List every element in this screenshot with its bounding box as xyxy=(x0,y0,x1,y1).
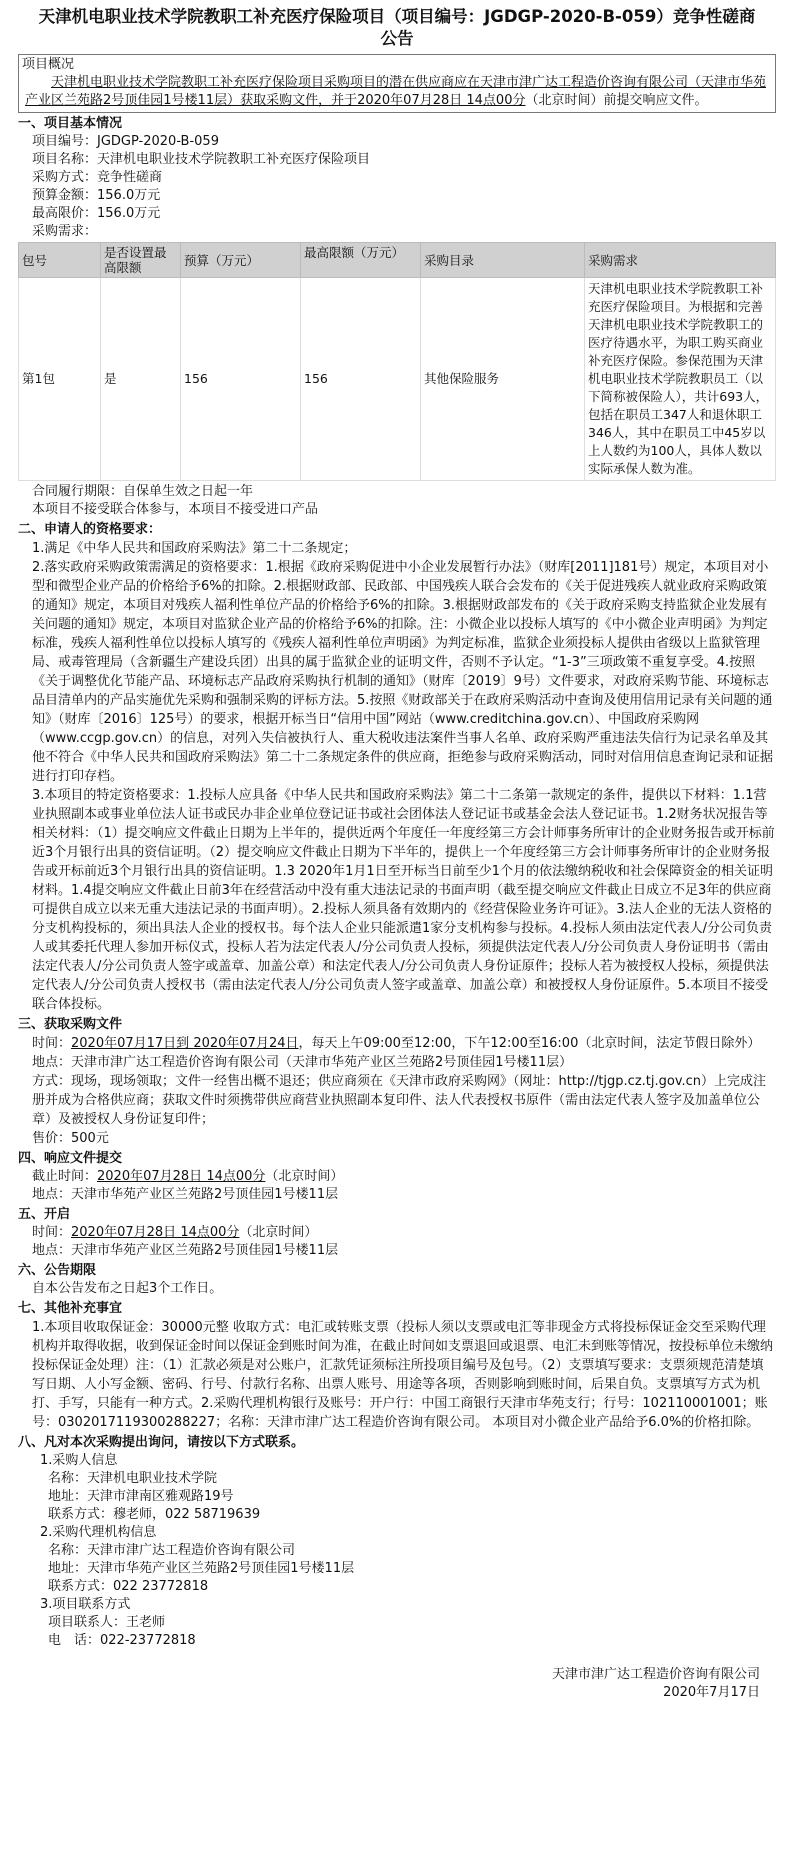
obtain-method: 方式：现场，现场领取；文件一经售出概不退还；供应商须在《天津市政府采购网》（网址：http://tjgp.cz.tj.gov.cn）上完成注册并成为合格供应商；获取文件时须携带供应商营业执照副本复印件、法人代表授权书原件（需由法定代表人签字及加盖单位公章）及被授权人身份证复印件； xyxy=(32,1074,767,1127)
contract-period: 合同履行期限：自保单生效之日起一年 xyxy=(32,484,254,499)
opening-time-rest: （北京时间） xyxy=(239,1225,318,1240)
opening-time-value: 2020年07月28日 14点00分 xyxy=(71,1225,240,1240)
purchaser-info-title: 1.采购人信息 xyxy=(40,1453,118,1468)
header-catalog: 采购目录 xyxy=(421,243,585,278)
cell-budget: 156 xyxy=(181,278,301,481)
project-overview-box xyxy=(18,54,776,113)
project-name: 项目名称：天津机电职业技术学院教职工补充医疗保险项目 xyxy=(32,152,371,167)
package-table xyxy=(18,242,776,481)
overview-body-1: 天津机电职业技术学院教职工补充医疗保险项目采购项目的潜在供应商应在天津市津广达工程造价咨询有限公司（天津市华苑产业区兰苑路2号顶佳园1号楼11层）获取采购文件，并于 xyxy=(25,75,767,108)
header-requirements: 采购需求 xyxy=(585,243,776,278)
obtain-price: 售价：500元 xyxy=(32,1131,109,1146)
max-price: 最高限价：156.0万元 xyxy=(32,206,161,221)
purchaser-contact: 联系方式：穆老师，022 58719639 xyxy=(48,1507,261,1522)
requirements-label: 采购需求： xyxy=(32,224,98,239)
notice-period: 自本公告发布之日起3个工作日。 xyxy=(32,1281,223,1296)
other-matters: 1.本项目收取保证金：30000元整 收取方式：电汇或转账支票（投标人须以支票或电汇等非现金方式将投标保证金交至采购代理机构并取得收据，收到保证金时间以保证金到账时间为准，在截止时间如支票退回或退票、电汇未到账等情况，按投标单位未缴纳投标保证金处理）注：（1）汇款必须是对公账户，汇款凭证须标注所投项目编号及包号。（2）支票填写要求：支票须规范清楚填写日期、人小写金额、密码、行号、付款行名称、出票人账号、用途等各项，否则影响到账时间，后果自负。支票填写方式为机打、手写，只能有一种方式。2.采购代理机构银行及账号：开户行：中国工商银行天津市华苑支行；行号：102110001001；账号：0302017119300288227；名称：天津市津广达工程造价咨询有限公司。 本项目对小微企业产品给予6.0%的价格扣除。 xyxy=(32,1320,774,1430)
submit-deadline-rest: （北京时间） xyxy=(265,1169,344,1184)
section-6-heading: 六、公告期限 xyxy=(18,1263,97,1278)
section-1-heading: 一、项目基本情况 xyxy=(18,116,123,131)
obtain-time-label: 时间： xyxy=(32,1036,72,1051)
agency-info-title: 2.采购代理机构信息 xyxy=(40,1525,157,1540)
procurement-method: 采购方式：竞争性磋商 xyxy=(32,170,163,185)
qualification-item-1: 1.满足《中华人民共和国政府采购法》第二十二条规定； xyxy=(32,541,357,556)
cell-requirements: 天津机电职业技术学院教职工补充医疗保险项目。为根据和完善天津机电职业技术学院教职工的医疗待遇水平，为职工购买商业补充医疗保险。参保范围为天津机电职业技术学院教职员工（以下简称被保险人），共计693人，包括在职员工347人和退休职工346人，其中在职员工中45岁以上人数约为100人，具体人数以实际承保人数为准。 xyxy=(585,278,776,481)
agency-contact: 联系方式：022 23772818 xyxy=(48,1579,209,1594)
obtain-time xyxy=(18,1034,776,1053)
submit-deadline-label: 截止时间： xyxy=(32,1169,98,1184)
header-has-max-limit: 是否设置最高限额 xyxy=(101,243,181,278)
table-row xyxy=(19,278,776,481)
table-header-row xyxy=(19,243,776,278)
overview-deadline: 2020年07月28日 14点00分 xyxy=(357,93,526,108)
opening-time xyxy=(18,1224,776,1242)
purchaser-address: 地址：天津市津南区雅观路19号 xyxy=(48,1489,234,1504)
submit-place: 地点：天津市华苑产业区兰苑路2号顶佳园1号楼11层 xyxy=(32,1187,339,1202)
qualification-item-2: 2.落实政府采购政策需满足的资格要求：1.根据《政府采购促进中小企业发展暂行办法》（财库[2011]181号）规定，本项目对小型和微型企业产品的价格给予6%的扣除。2.根据财政部、民政部、中国残疾人联合会发布的《关于促进残疾人就业政府采购政策的通知》规定，本项目对残疾人福利性单位产品的价格给予6%的扣除。3.根据财政部发布的《关于政府采购支持监狱企业发展有关问题的通知》规定，本项目对监狱企业产品的价格给予6%的扣除。注：小微企业以投标人填写的《中小微企业声明函》为判定标准，残疾人福利性单位以投标人填写的《残疾人福利性单位声明函》为判定标准，监狱企业须投标人提供由省级以上监狱管理局、戒毒管理局（含新疆生产建设兵团）出具的属于监狱企业的证明文件，否则不予认定。“1-3”三项政策不重复享受。4.按照《关于调整优化节能产品、环境标志产品政府采购执行机制的通知》（财库〔2019〕9号）文件要求，对政府采购节能、环境标志品目清单内的产品实施优先采购和强制采购的评标方法。5.按照《财政部关于在政府采购活动中查询及使用信用记录有关问题的通知》（财库〔2016〕125号）的要求，根据开标当日“信用中国”网站（www.creditchina.gov.cn）、中国政府采购网（www.ccgp.gov.cn）的信息，对列入失信被执行人、重大税收违法案件当事人名单、政府采购严重违法失信行为记录名单及其他不符合《中华人民共和国政府采购法》第二十二条规定条件的供应商，拒绝参与政府采购活动，同时对信用信息查询记录和证据进行打印存档。 xyxy=(32,560,774,784)
overview-body-2: （北京时间）前提交响应文件。 xyxy=(525,93,708,108)
signature-date: 2020年7月17日 xyxy=(663,1685,760,1700)
cell-catalog: 其他保险服务 xyxy=(421,278,585,481)
cell-package-no: 第1包 xyxy=(19,278,101,481)
header-budget: 预算（万元） xyxy=(181,243,301,278)
project-contact-title: 3.项目联系方式 xyxy=(40,1597,131,1612)
section-2-heading: 二、申请人的资格要求： xyxy=(18,522,162,537)
agency-address: 地址：天津市华苑产业区兰苑路2号顶佳园1号楼11层 xyxy=(48,1561,355,1576)
obtain-time-value: 2020年07月17日到 2020年07月24日 xyxy=(71,1036,299,1051)
overview-text xyxy=(25,74,769,110)
obtain-place: 地点：天津市津广达工程造价咨询有限公司（天津市华苑产业区兰苑路2号顶佳园1号楼11层） xyxy=(32,1055,573,1070)
header-package-no: 包号 xyxy=(19,243,101,278)
submit-deadline xyxy=(18,1168,776,1186)
purchaser-name: 名称：天津机电职业技术学院 xyxy=(48,1471,218,1486)
section-4-heading: 四、响应文件提交 xyxy=(18,1151,123,1166)
project-contact-phone: 电 话：022-23772818 xyxy=(48,1633,196,1648)
signature-org: 天津市津广达工程造价咨询有限公司 xyxy=(551,1667,760,1682)
page-title: 天津机电职业技术学院教职工补充医疗保险项目（项目编号：JGDGP-2020-B-059）竞争性磋商公告 xyxy=(38,7,756,48)
consortium-note: 本项目不接受联合体参与，本项目不接受进口产品 xyxy=(32,502,319,517)
project-contact-person: 项目联系人：王老师 xyxy=(48,1615,166,1630)
header-max-limit: 最高限额（万元） xyxy=(301,243,421,278)
submit-deadline-value: 2020年07月28日 14点00分 xyxy=(97,1169,266,1184)
opening-place: 地点：天津市华苑产业区兰苑路2号顶佳园1号楼11层 xyxy=(32,1243,339,1258)
section-8-heading: 八、凡对本次采购提出询问，请按以下方式联系。 xyxy=(18,1435,305,1450)
cell-has-max-limit: 是 xyxy=(101,278,181,481)
obtain-time-rest: ，每天上午09:00至12:00，下午12:00至16:00（北京时间，法定节假日除外） xyxy=(298,1036,761,1051)
qualification-item-3: 3.本项目的特定资格要求：1.投标人应具备《中华人民共和国政府采购法》第二十二条第一款规定的条件，提供以下材料：1.1营业执照副本或事业单位法人证书或民办非企业单位登记证书或社会团体法人登记证书或基金会法人登记证书。1.2财务状况报告等相关材料：（1）提交响应文件截止日期为上半年的，提供近两个年度任一年度经第三方会计师事务所审计的企业财务报告或开标前近3个月银行出具的资信证明。（2）提交响应文件截止日期为下半年的，提供上一个年度经第三方会计师事务所审计的企业财务报告或开标前近3个月银行出具的资信证明。1.3 2020年1月1日至开标当日前至少1个月的依法缴纳税收和社会保障资金的相关证明材料。1.4提交响应文件截止日前3年在经营活动中没有重大违法记录的书面声明（截至提交响应文件截止日成立不足3年的供应商可提供自成立以来无重大违法记录的书面声明）。2.投标人须具备有效期内的《经营保险业务许可证》。3.法人企业的无法人资格的分支机构投标的，须出具法人企业的授权书。每个法人企业只能派遣1家分支机构参与投标。4.投标人须由法定代表人/分公司负责人或其委托代理人参加开标仪式，投标人若为法定代表人/分公司负责人投标，须提供法定代表人/分公司负责人身份证明书（需由法定代表人/分公司负责人签字或盖章、加盖公章）和法定代表人/分公司负责人身份证原件；投标人若为被授权人投标，须提供法定代表人/分公司负责人授权书（需由法定代表人/分公司负责人签字或盖章、加盖公章）和被授权人身份证原件。5.本项目不接受联合体投标。 xyxy=(32,788,775,1012)
cell-max-limit: 156 xyxy=(301,278,421,481)
section-3-heading: 三、获取采购文件 xyxy=(18,1017,123,1032)
project-number: 项目编号：JGDGP-2020-B-059 xyxy=(32,134,219,149)
overview-heading: 项目概况 xyxy=(22,57,75,72)
section-5-heading: 五、开启 xyxy=(18,1207,71,1222)
agency-name: 名称：天津市津广达工程造价咨询有限公司 xyxy=(48,1543,296,1558)
budget-amount: 预算金额：156.0万元 xyxy=(32,188,161,203)
opening-time-label: 时间： xyxy=(32,1225,72,1240)
section-7-heading: 七、其他补充事宜 xyxy=(18,1301,123,1316)
